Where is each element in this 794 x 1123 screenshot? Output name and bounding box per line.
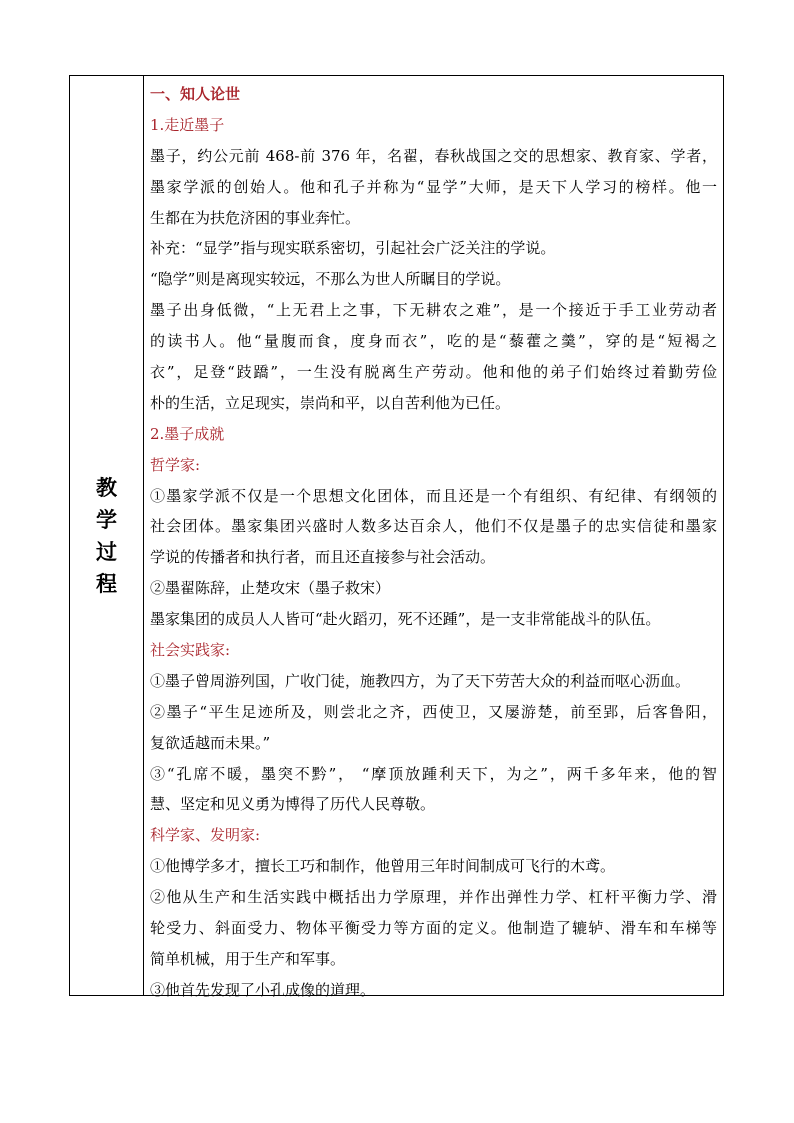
text-line: ③“孔席不暖，墨突不黔”， “摩顶放踵利天下，为之”，两千多年来，他的智 <box>150 764 717 783</box>
text-line: 补充：“显学”指与现实联系密切，引起社会广泛关注的学说。 <box>150 239 556 258</box>
text-line: ②墨翟陈辞，止楚攻宋（墨子救宋） <box>150 579 391 598</box>
label-char: 教 <box>96 475 117 500</box>
text-line: ①他博学多才，擅长工巧和制作，他曾用三年时间制成可飞行的木鸢。 <box>150 857 616 876</box>
text-line: 简单机械，用于生产和军事。 <box>150 949 346 968</box>
text-line: ①墨子曾周游列国，广收门徒，施教四方，为了天下劳苦大众的利益而呕心沥血。 <box>150 671 691 690</box>
text-line: ②他从生产和生活实践中概括出力学原理，并作出弹性力学、杠杆平衡力学、滑 <box>150 888 717 907</box>
category-heading: 科学家、发明家: <box>150 826 261 845</box>
text-line: 的读书人。他“量腹而食，度身而衣”，吃的是“藜藿之羹”，穿的是“短褐之 <box>150 332 717 351</box>
text-line: 朴的生活，立足现实，崇尚和平，以自苦利他为已任。 <box>150 393 511 412</box>
section-heading: 一、知人论世 <box>150 85 241 103</box>
text-line: 社会团体。墨家集团兴盛时人数多达百余人，他们不仅是墨子的忠实信徒和墨家 <box>150 517 717 536</box>
label-char: 过 <box>96 539 117 564</box>
subsection-heading: 2.墨子成就 <box>150 424 225 443</box>
section-label-cell <box>70 76 144 995</box>
text-line: 轮受力、斜面受力、物体平衡受力等方面的定义。他制造了辘轳、滑车和车梯等 <box>150 919 717 938</box>
text-line: 学说的传播者和执行者，而且还直接参与社会活动。 <box>150 548 496 567</box>
text-line: 复欲适越而未果。” <box>150 733 271 752</box>
text-line: 墨家学派的创始人。他和孔子并称为“显学”大师，是天下人学习的榜样。他一 <box>150 177 717 196</box>
text-line: 衣”，足登“跂蹻”，一生没有脱离生产劳动。他和他的弟子们始终过着勤劳俭 <box>150 363 717 382</box>
text-line: 墨子，约公元前 468-前 376 年，名翟，春秋战国之交的思想家、教育家、学者， <box>150 146 717 165</box>
label-char: 学 <box>96 507 117 532</box>
category-heading: 社会实践家: <box>150 641 231 660</box>
label-char: 程 <box>96 571 117 596</box>
text-line: 墨家集团的成员人人皆可“赴火蹈刃，死不还踵”，是一支非常能战斗的队伍。 <box>150 610 661 629</box>
text-line: 生都在为扶危济困的事业奔忙。 <box>150 208 361 227</box>
section-label <box>96 472 117 600</box>
lesson-table <box>69 75 724 999</box>
text-line: “隐学”则是离现实较远，不那么为世人所瞩目的学说。 <box>150 270 511 289</box>
text-line: ①墨家学派不仅是一个思想文化团体，而且还是一个有组织、有纪律、有纲领的 <box>150 486 717 505</box>
text-line: 墨子出身低微，“上无君上之事，下无耕农之难”，是一个接近于手工业劳动者 <box>150 301 717 320</box>
content-cell <box>144 76 723 999</box>
text-line: ②墨子“平生足迹所及，则尝北之齐，西使卫，又屡游楚，前至郢，后客鲁阳， <box>150 702 717 721</box>
text-line: 慧、坚定和见义勇为博得了历代人民尊敬。 <box>150 795 436 814</box>
subsection-heading: 1.走近墨子 <box>150 115 225 134</box>
text-line: ③他首先发现了小孔成像的道理。 <box>150 980 376 999</box>
category-heading: 哲学家: <box>150 455 201 474</box>
